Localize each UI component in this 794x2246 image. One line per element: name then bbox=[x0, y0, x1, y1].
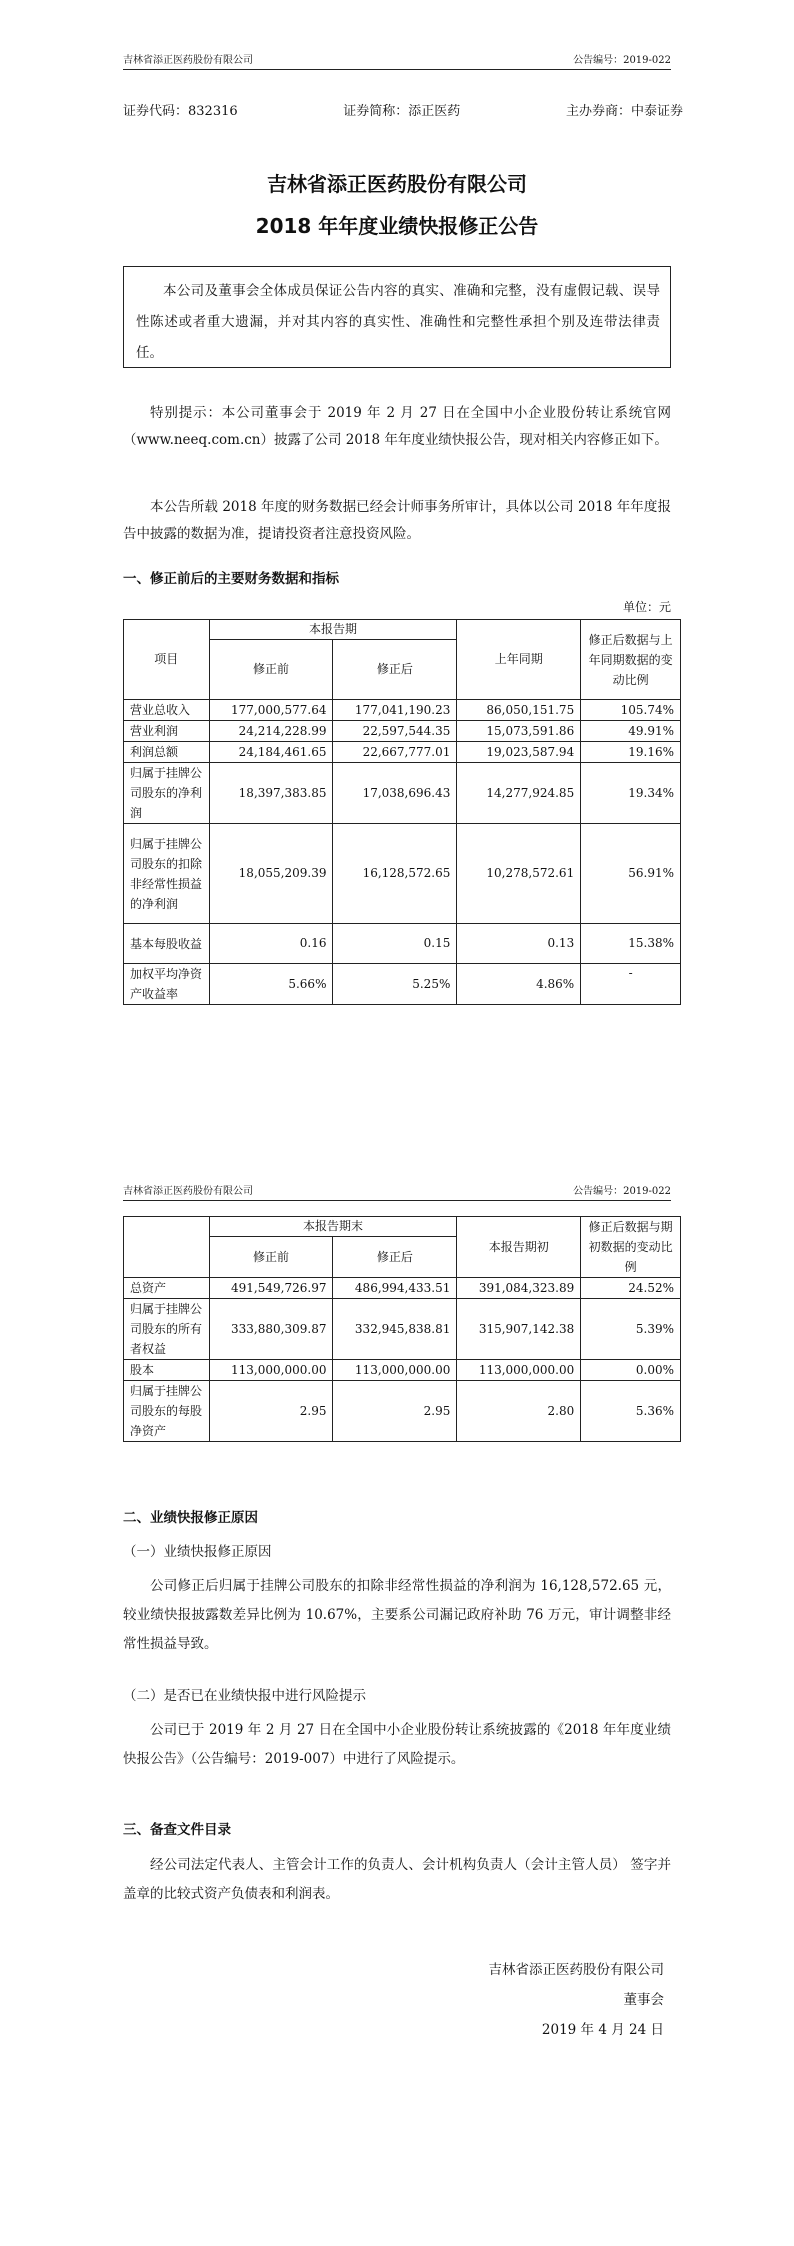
row-label: 归属于挂牌公司股东的每股净资产 bbox=[124, 1381, 210, 1442]
cell-after: 5.25% bbox=[333, 964, 457, 1005]
cell-before: 177,000,577.64 bbox=[209, 700, 333, 721]
stock-code: 证券代码：832316 bbox=[123, 104, 238, 119]
cell-change: 5.39% bbox=[581, 1299, 681, 1360]
header-company: 吉林省添正医药股份有限公司 bbox=[123, 1186, 253, 1197]
col-item-empty bbox=[124, 1217, 210, 1278]
cell-before: 18,397,383.85 bbox=[209, 763, 333, 824]
cell-last: 14,277,924.85 bbox=[457, 763, 581, 824]
header-code: 公告编号：2019-022 bbox=[573, 1186, 671, 1197]
audit-notice: 本公告所载 2018 年度的财务数据已经会计师事务所审计，具体以公司 2018 年年度报告中披露的数据为准，提请投资者注意投资风险。 bbox=[123, 499, 671, 542]
cell-after: 22,597,544.35 bbox=[333, 721, 457, 742]
table-row bbox=[124, 824, 681, 924]
cell-last: 15,073,591.86 bbox=[457, 721, 581, 742]
cell-begin: 113,000,000.00 bbox=[457, 1360, 581, 1381]
cell-last: 0.13 bbox=[457, 924, 581, 964]
header-company: 吉林省添正医药股份有限公司 bbox=[123, 55, 253, 66]
row-label: 归属于挂牌公司股东的所有者权益 bbox=[124, 1299, 210, 1360]
cell-change: 105.74% bbox=[581, 700, 681, 721]
cell-before: 2.95 bbox=[209, 1381, 333, 1442]
col-before: 修正前 bbox=[209, 640, 333, 700]
financial-table-2 bbox=[123, 1216, 681, 1442]
table-row bbox=[124, 700, 681, 721]
cell-before: 5.66% bbox=[209, 964, 333, 1005]
cell-change: 19.16% bbox=[581, 742, 681, 763]
reason-paragraph: 公司修正后归属于挂牌公司股东的扣除非经常性损益的净利润为 16,128,572.65 元，较业绩快报披露数差异比例为 10.67%，主要系公司漏记政府补助 76 万元，审计调整非经常性损益导致。 bbox=[123, 1578, 671, 1652]
table-row bbox=[124, 1299, 681, 1360]
cell-after: 17,038,696.43 bbox=[333, 763, 457, 824]
unit-label: 单位：元 bbox=[622, 600, 671, 614]
row-label: 利润总额 bbox=[124, 742, 210, 763]
cell-begin: 391,084,323.89 bbox=[457, 1278, 581, 1299]
col-after: 修正后 bbox=[333, 1237, 457, 1278]
signature-block bbox=[489, 1955, 665, 2045]
col-change: 修正后数据与期初数据的变动比例 bbox=[581, 1217, 681, 1278]
col-change: 修正后数据与上年同期数据的变动比例 bbox=[581, 620, 681, 700]
cell-change: 56.91% bbox=[581, 824, 681, 924]
cell-begin: 2.80 bbox=[457, 1381, 581, 1442]
table-row bbox=[124, 742, 681, 763]
cell-last: 10,278,572.61 bbox=[457, 824, 581, 924]
row-label: 基本每股收益 bbox=[124, 924, 210, 964]
row-label: 总资产 bbox=[124, 1278, 210, 1299]
col-before: 修正前 bbox=[209, 1237, 333, 1278]
row-label: 归属于挂牌公司股东的扣除非经常性损益的净利润 bbox=[124, 824, 210, 924]
col-period-end: 本报告期末 bbox=[209, 1217, 457, 1237]
cell-begin: 315,907,142.38 bbox=[457, 1299, 581, 1360]
signature-board: 董事会 bbox=[623, 1992, 664, 2008]
title-company: 吉林省添正医药股份有限公司 bbox=[267, 172, 527, 196]
documents-paragraph: 经公司法定代表人、主管会计工作的负责人、会计机构负责人（会计主管人员） 签字并盖章的比较式资产负债表和利润表。 bbox=[123, 1857, 671, 1902]
cell-change: 0.00% bbox=[581, 1360, 681, 1381]
section-heading-1: 一、修正前后的主要财务数据和指标 bbox=[123, 571, 339, 587]
cell-change: 5.36% bbox=[581, 1381, 681, 1442]
cell-before: 0.16 bbox=[209, 924, 333, 964]
cell-before: 18,055,209.39 bbox=[209, 824, 333, 924]
notice-box: 本公司及董事会全体成员保证公告内容的真实、准确和完整，没有虚假记载、误导性陈述或者重大遗漏，并对其内容的真实性、准确性和完整性承担个别及连带法律责任。 bbox=[123, 266, 671, 368]
col-item: 项目 bbox=[124, 620, 210, 700]
cell-after: 177,041,190.23 bbox=[333, 700, 457, 721]
table-row bbox=[124, 1360, 681, 1381]
row-label: 营业总收入 bbox=[124, 700, 210, 721]
row-label: 归属于挂牌公司股东的净利润 bbox=[124, 763, 210, 824]
cell-before: 24,214,228.99 bbox=[209, 721, 333, 742]
risk-paragraph: 公司已于 2019 年 2 月 27 日在全国中小企业股份转让系统披露的《2018 年年度业绩快报公告》（公告编号：2019-007）中进行了风险提示。 bbox=[123, 1722, 671, 1767]
cell-after: 486,994,433.51 bbox=[333, 1278, 457, 1299]
cell-change: - bbox=[581, 964, 681, 1005]
title-report: 2018 年年度业绩快报修正公告 bbox=[255, 214, 539, 238]
cell-after: 22,667,777.01 bbox=[333, 742, 457, 763]
cell-before: 113,000,000.00 bbox=[209, 1360, 333, 1381]
col-last-year: 上年同期 bbox=[457, 620, 581, 700]
col-after: 修正后 bbox=[333, 640, 457, 700]
section-heading-2: 二、业绩快报修正原因 bbox=[123, 1510, 258, 1526]
cell-after: 0.15 bbox=[333, 924, 457, 964]
cell-before: 24,184,461.65 bbox=[209, 742, 333, 763]
col-period-begin: 本报告期初 bbox=[457, 1217, 581, 1278]
row-label: 营业利润 bbox=[124, 721, 210, 742]
cell-before: 491,549,726.97 bbox=[209, 1278, 333, 1299]
table-row bbox=[124, 1278, 681, 1299]
cell-change: 24.52% bbox=[581, 1278, 681, 1299]
section-heading-3: 三、备查文件目录 bbox=[123, 1822, 231, 1838]
table-row bbox=[124, 964, 681, 1005]
special-notice: 特别提示：本公司董事会于 2019 年 2 月 27 日在全国中小企业股份转让系统官网（www.neeq.com.cn）披露了公司 2018 年年度业绩快报公告，现对相关内容修正如下。 bbox=[123, 405, 671, 448]
header-code: 公告编号：2019-022 bbox=[573, 55, 671, 66]
col-period: 本报告期 bbox=[209, 620, 457, 640]
table-row bbox=[124, 763, 681, 824]
page-header-2 bbox=[123, 1175, 671, 1201]
cell-before: 333,880,309.87 bbox=[209, 1299, 333, 1360]
cell-change: 15.38% bbox=[581, 924, 681, 964]
stock-info bbox=[123, 100, 683, 119]
table-row bbox=[124, 1381, 681, 1442]
cell-after: 113,000,000.00 bbox=[333, 1360, 457, 1381]
stock-broker: 主办券商：中泰证券 bbox=[565, 104, 683, 119]
page-header bbox=[123, 44, 671, 70]
cell-last: 4.86% bbox=[457, 964, 581, 1005]
cell-last: 86,050,151.75 bbox=[457, 700, 581, 721]
cell-change: 49.91% bbox=[581, 721, 681, 742]
row-label: 加权平均净资产收益率 bbox=[124, 964, 210, 1005]
cell-last: 19,023,587.94 bbox=[457, 742, 581, 763]
cell-after: 16,128,572.65 bbox=[333, 824, 457, 924]
signature-date: 2019 年 4 月 24 日 bbox=[541, 2022, 664, 2038]
table-row bbox=[124, 721, 681, 742]
signature-company: 吉林省添正医药股份有限公司 bbox=[488, 1962, 664, 1978]
subsection-reason: （一）业绩快报修正原因 bbox=[123, 1544, 272, 1560]
cell-change: 19.34% bbox=[581, 763, 681, 824]
subsection-risk: （二）是否已在业绩快报中进行风险提示 bbox=[123, 1688, 366, 1704]
row-label: 股本 bbox=[124, 1360, 210, 1381]
stock-short-name: 证券简称：添正医药 bbox=[343, 104, 461, 119]
table-row bbox=[124, 924, 681, 964]
cell-after: 2.95 bbox=[333, 1381, 457, 1442]
financial-table-1 bbox=[123, 619, 681, 1005]
cell-after: 332,945,838.81 bbox=[333, 1299, 457, 1360]
